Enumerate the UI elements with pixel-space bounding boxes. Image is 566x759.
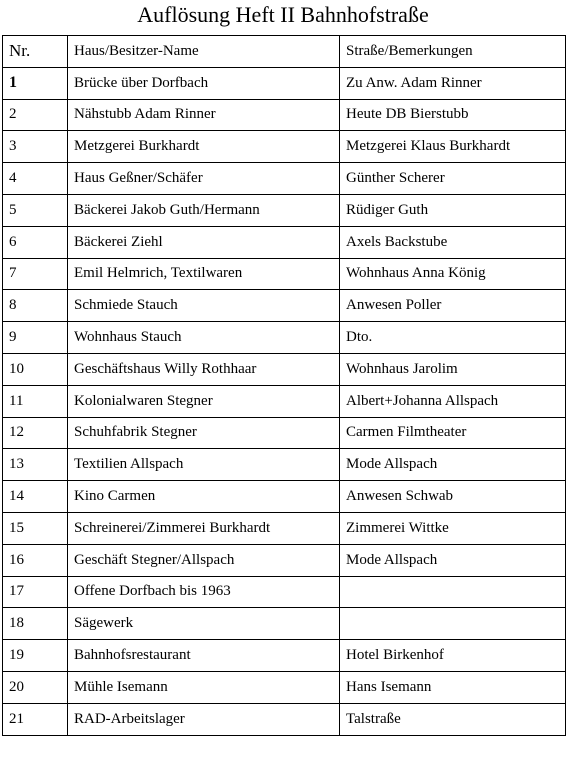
header-haus: Haus/Besitzer-Name: [68, 36, 340, 68]
cell-haus: Geschäft Stegner/Allspach: [68, 544, 340, 576]
cell-strasse: Talstraße: [340, 703, 566, 735]
cell-strasse: [340, 576, 566, 608]
table-row: [3, 322, 566, 354]
table-row: [3, 163, 566, 195]
cell-strasse: Metzgerei Klaus Burkhardt: [340, 131, 566, 163]
cell-haus: Bäckerei Jakob Guth/Hermann: [68, 194, 340, 226]
cell-haus: Haus Geßner/Schäfer: [68, 163, 340, 195]
cell-haus: Bäckerei Ziehl: [68, 226, 340, 258]
table-row: [3, 258, 566, 290]
cell-nr: 21: [3, 703, 68, 735]
cell-haus: Brücke über Dorfbach: [68, 67, 340, 99]
cell-nr: 4: [3, 163, 68, 195]
cell-strasse: [340, 608, 566, 640]
page-title: Auflösung Heft II Bahnhofstraße: [137, 2, 429, 27]
cell-strasse: Rüdiger Guth: [340, 194, 566, 226]
cell-haus: Bahnhofsrestaurant: [68, 640, 340, 672]
cell-haus: Mühle Isemann: [68, 671, 340, 703]
table-row: [3, 131, 566, 163]
cell-strasse: Hans Isemann: [340, 671, 566, 703]
table-row: [3, 194, 566, 226]
cell-haus: Sägewerk: [68, 608, 340, 640]
cell-nr: 15: [3, 512, 68, 544]
cell-nr: 13: [3, 449, 68, 481]
table-row: [3, 353, 566, 385]
table-row: [3, 449, 566, 481]
cell-haus: Offene Dorfbach bis 1963: [68, 576, 340, 608]
cell-haus: Schuhfabrik Stegner: [68, 417, 340, 449]
cell-nr: 2: [3, 99, 68, 131]
cell-nr: 19: [3, 640, 68, 672]
header-strasse: Straße/Bemerkungen: [340, 36, 566, 68]
table-row: [3, 640, 566, 672]
cell-haus: Metzgerei Burkhardt: [68, 131, 340, 163]
cell-strasse: Mode Allspach: [340, 544, 566, 576]
table-row: [3, 290, 566, 322]
table-row: [3, 226, 566, 258]
cell-strasse: Wohnhaus Anna König: [340, 258, 566, 290]
data-table: [2, 35, 566, 736]
cell-nr: 7: [3, 258, 68, 290]
cell-haus: Nähstubb Adam Rinner: [68, 99, 340, 131]
cell-nr: 14: [3, 481, 68, 513]
cell-strasse: Axels Backstube: [340, 226, 566, 258]
cell-haus: RAD-Arbeitslager: [68, 703, 340, 735]
cell-haus: Kolonialwaren Stegner: [68, 385, 340, 417]
cell-nr: 6: [3, 226, 68, 258]
cell-nr: 16: [3, 544, 68, 576]
cell-haus: Schmiede Stauch: [68, 290, 340, 322]
table-row: [3, 512, 566, 544]
table-row: [3, 67, 566, 99]
cell-nr: 12: [3, 417, 68, 449]
table-row: [3, 544, 566, 576]
cell-nr: 9: [3, 322, 68, 354]
table-row: [3, 608, 566, 640]
cell-haus: Kino Carmen: [68, 481, 340, 513]
table-row: [3, 576, 566, 608]
cell-strasse: Heute DB Bierstubb: [340, 99, 566, 131]
table-row: [3, 99, 566, 131]
table-row: [3, 417, 566, 449]
cell-nr: 1: [3, 67, 68, 99]
cell-strasse: Zu Anw. Adam Rinner: [340, 67, 566, 99]
cell-haus: Schreinerei/Zimmerei Burkhardt: [68, 512, 340, 544]
cell-nr: 5: [3, 194, 68, 226]
cell-strasse: Anwesen Poller: [340, 290, 566, 322]
table-row: [3, 671, 566, 703]
cell-strasse: Günther Scherer: [340, 163, 566, 195]
cell-strasse: Carmen Filmtheater: [340, 417, 566, 449]
cell-nr: 20: [3, 671, 68, 703]
table-row: [3, 703, 566, 735]
cell-nr: 3: [3, 131, 68, 163]
cell-strasse: Anwesen Schwab: [340, 481, 566, 513]
header-nr: Nr.: [3, 36, 68, 68]
table-row: [3, 385, 566, 417]
cell-nr: 8: [3, 290, 68, 322]
cell-strasse: Wohnhaus Jarolim: [340, 353, 566, 385]
table-body: [3, 67, 566, 735]
table-row: [3, 481, 566, 513]
cell-strasse: Dto.: [340, 322, 566, 354]
cell-haus: Wohnhaus Stauch: [68, 322, 340, 354]
table-header-row: [3, 36, 566, 68]
cell-strasse: Albert+Johanna Allspach: [340, 385, 566, 417]
cell-strasse: Zimmerei Wittke: [340, 512, 566, 544]
cell-strasse: Mode Allspach: [340, 449, 566, 481]
cell-strasse: Hotel Birkenhof: [340, 640, 566, 672]
cell-haus: Textilien Allspach: [68, 449, 340, 481]
cell-haus: Geschäftshaus Willy Rothhaar: [68, 353, 340, 385]
cell-nr: 10: [3, 353, 68, 385]
cell-nr: 17: [3, 576, 68, 608]
cell-haus: Emil Helmrich, Textilwaren: [68, 258, 340, 290]
cell-nr: 11: [3, 385, 68, 417]
cell-nr: 18: [3, 608, 68, 640]
